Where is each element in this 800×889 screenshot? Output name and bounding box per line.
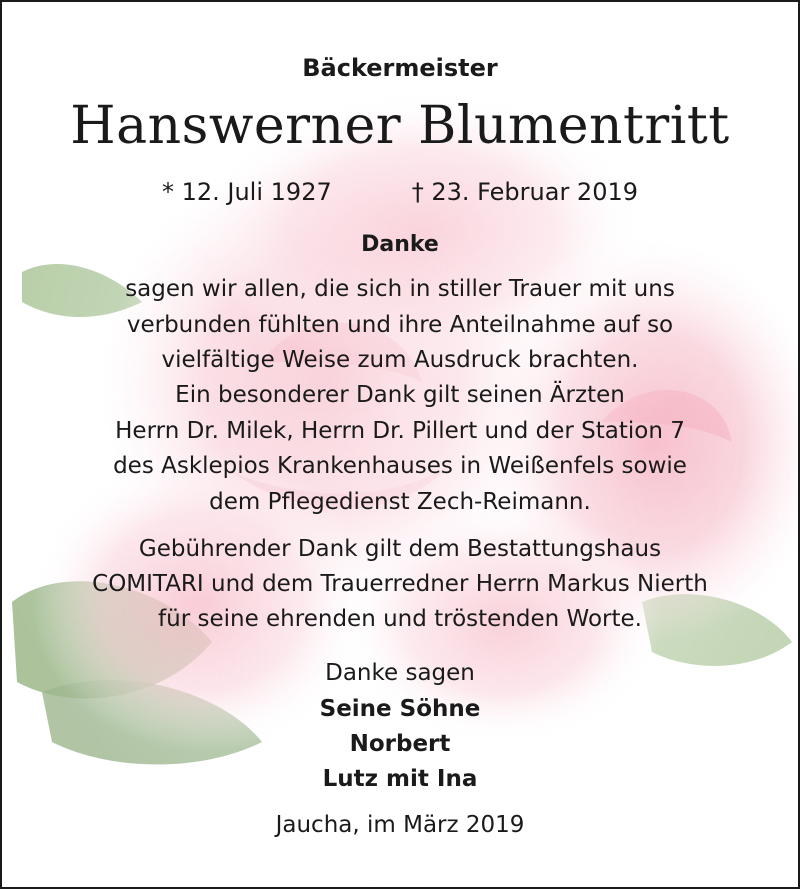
body-line: COMITARI und dem Trauerredner Herrn Markus Nierth: [92, 571, 708, 597]
place-date: Jaucha, im März 2019: [275, 812, 525, 838]
body-line: vielfältige Weise zum Ausdruck brachten.: [161, 347, 639, 373]
deceased-name: Hanswerner Blumentritt: [70, 96, 730, 156]
body-line: dem Pflegedienst Zech-Reimann.: [209, 489, 591, 515]
profession-subtitle: Bäckermeister: [302, 54, 498, 82]
body-line: des Asklepios Krankenhauses in Weißenfels sowie: [113, 453, 687, 479]
signatory: Norbert: [349, 731, 451, 757]
body-line: Herrn Dr. Milek, Herrn Dr. Pillert und der Station 7: [115, 418, 685, 444]
body-line: verbunden fühlten und ihre Anteilnahme auf so: [126, 312, 674, 338]
life-dates: [2, 178, 798, 206]
signatory: Lutz mit Ina: [322, 766, 478, 792]
closing-line: Danke sagen: [325, 660, 475, 686]
birth-date: * 12. Juli 1927: [161, 178, 332, 206]
death-date: † 23. Februar 2019: [411, 178, 639, 206]
thanks-heading: Danke: [361, 232, 439, 257]
body-line: für seine ehrenden und tröstenden Worte.: [158, 606, 642, 632]
body-line: sagen wir allen, die sich in stiller Trauer mit uns: [125, 276, 675, 302]
body-line: Gebührender Dank gilt dem Bestattungshaus: [138, 536, 662, 562]
body-line: Ein besonderer Dank gilt seinen Ärzten: [175, 382, 625, 408]
signatory: Seine Söhne: [319, 696, 481, 722]
